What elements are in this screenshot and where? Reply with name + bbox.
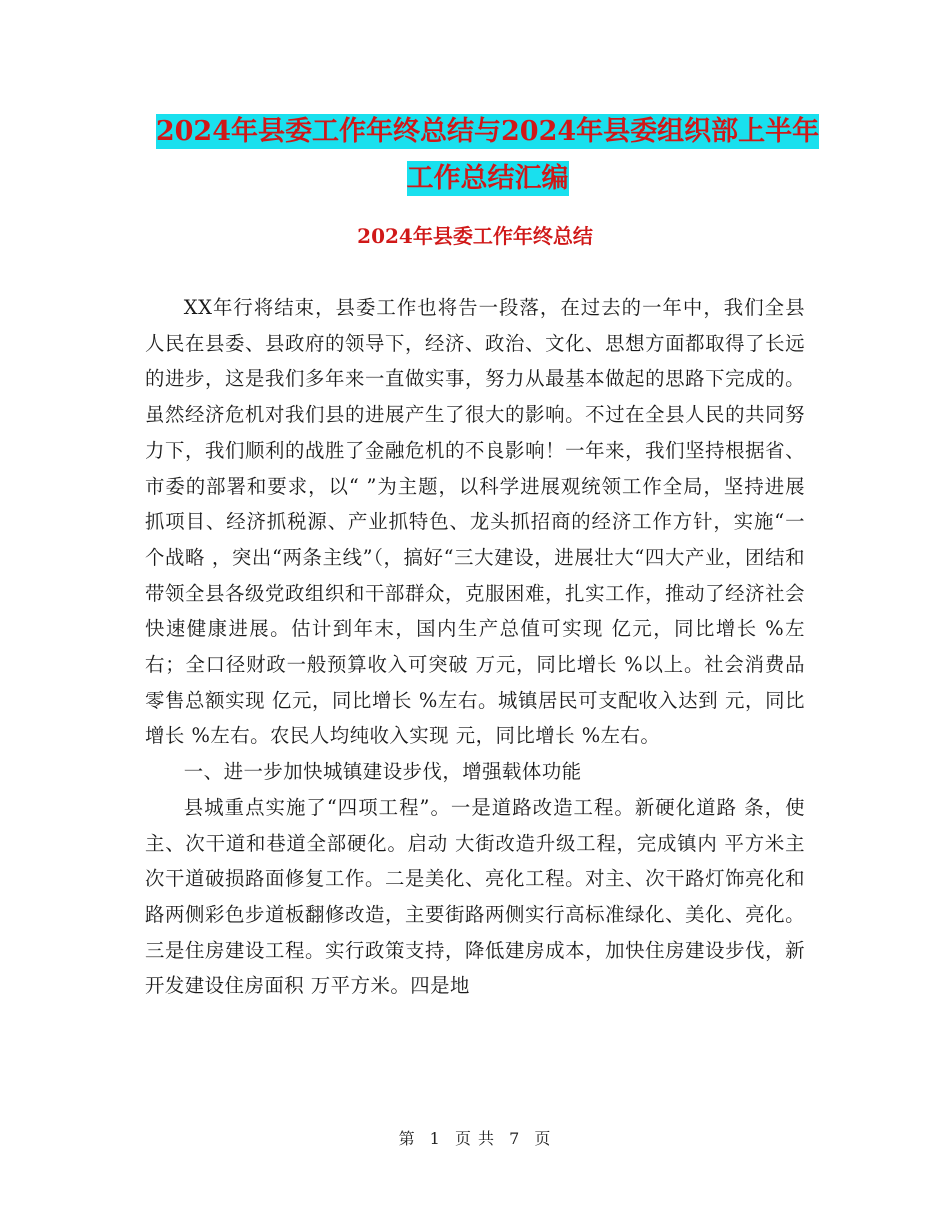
footer-page-suffix: 页	[534, 1129, 552, 1148]
footer-page-mid: 页 共	[454, 1129, 496, 1148]
section-title: 2024年县委工作年终总结	[357, 224, 593, 248]
document-body	[145, 290, 805, 1004]
paragraph: 一、进一步加快城镇建设步伐，增强载体功能	[183, 760, 582, 784]
paragraph: 县城重点实施了“四项工程”。一是道路改造工程。新硬化道路 条，使主、次干道和巷道全部硬化。启动 大街改造升级工程，完成镇内 平方米主次干道破损路面修复工作。二是美化、亮化工程。对主、次干路灯饰亮化和路两侧彩色步道板翻修改造，主要街路两侧实行高标准绿化、美化、亮化。三是住房建设工程。实行政策支持，降低建房成本，加快住房建设步伐，新开发建设住房面积 万平方米。四是地	[145, 795, 805, 998]
footer-page-number: 1	[429, 1129, 441, 1148]
paragraph: XX年行将结束，县委工作也将告一段落，在过去的一年中，我们全县人民在县委、县政府的领导下，经济、政治、文化、思想方面都取得了长远的进步，这是我们多年来一直做实事，努力从最基本做起的思路下完成的。虽然经济危机对我们县的进展产生了很大的影响。不过在全县人民的共同努力下，我们顺利的战胜了金融危机的不良影响！一年来，我们坚持根据省、市委的部署和要求，以“ ”为主题，以科学进展观统领工作全局，坚持进展抓项目、经济抓税源、产业抓特色、龙头抓招商的经济工作方针，实施“一个战略 ，突出“两条主线”（，搞好“三大建设，进展壮大“四大产业，团结和带领全县各级党政组织和干部群众，克服困难，扎实工作，推动了经济社会快速健康进展。估计到年末，国内生产总值可实现 亿元，同比增长 %左右；全口径财政一般预算收入可突破 万元，同比增长 %以上。社会消费品零售总额实现 亿元，同比增长 %左右。城镇居民可支配收入达到 元，同比增长 %左右。农民人均纯收入实现 元，同比增长 %左右。	[145, 296, 805, 748]
page-footer	[0, 1126, 950, 1149]
title-line-2: 工作总结汇编	[406, 163, 569, 194]
title-line-1: 2024年县委工作年终总结与2024年县委组织部上半年	[155, 116, 820, 147]
footer-total-pages: 7	[509, 1129, 521, 1148]
document-title	[150, 108, 825, 202]
footer-page-prefix: 第	[398, 1129, 416, 1148]
